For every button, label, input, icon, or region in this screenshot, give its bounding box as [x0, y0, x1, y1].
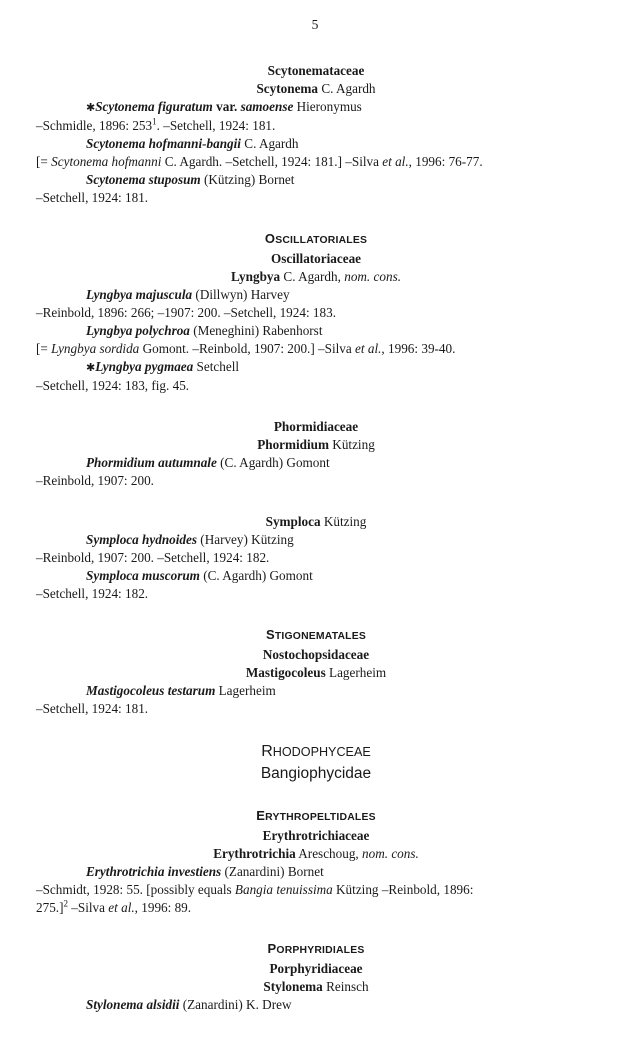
- reference-line: –Schmidt, 1928: 55. [possibly equals Bangia tenuissima Kützing –Reinbold, 1896:: [36, 882, 474, 897]
- order-heading: STIGONEMATALES: [266, 627, 366, 642]
- subclass-heading: Bangiophycidae: [260, 765, 372, 782]
- species-entry: Lyngbya polychroa (Meneghini) Rabenhorst: [86, 323, 323, 338]
- species-entry: Phormidium autumnale (C. Agardh) Gomont: [86, 455, 330, 470]
- genus-heading: Erythrotrichia Areschoug, nom. cons.: [213, 846, 419, 861]
- reference-line: 275.]$^2$ –Silva et al., 1996: 89.: [36, 898, 192, 915]
- reference-line: –Reinbold, 1907: 200. –Setchell, 1924: 182.: [36, 550, 270, 565]
- family-heading: Porphyridiaceae: [269, 961, 363, 976]
- class-heading: RHODOPHYCEAE: [261, 743, 371, 760]
- page-content: [36, 62, 596, 1014]
- species-entry: Mastigocoleus testarum Lagerheim: [86, 683, 276, 698]
- species-entry: Symploca hydnoides (Harvey) Kützing: [86, 532, 294, 547]
- reference-line: [= Scytonema hofmanni C. Agardh. –Setchell, 1924: 181.] –Silva et al., 1996: 76-77.: [36, 154, 483, 169]
- species-entry: Lyngbya majuscula (Dillwyn) Harvey: [86, 287, 290, 302]
- species-entry: Erythrotrichia investiens (Zanardini) Bornet: [86, 864, 324, 879]
- footnote-mark: 2: [63, 898, 68, 909]
- footnote-mark: 1: [152, 116, 157, 127]
- family-heading: Erythrotrichiaceae: [262, 828, 370, 843]
- reference-line: [= Lyngbya sordida Gomont. –Reinbold, 1907: 200.] –Silva et al., 1996: 39-40.: [36, 341, 456, 356]
- genus-heading: Stylonema Reinsch: [263, 979, 369, 994]
- reference-line: –Reinbold, 1896: 266; –1907: 200. –Setchell, 1924: 183.: [36, 305, 337, 320]
- family-heading: Nostochopsidaceae: [262, 647, 370, 662]
- order-heading: ERYTHROPELTIDALES: [256, 808, 376, 823]
- genus-heading: Symploca Kützing: [265, 514, 367, 529]
- marker-symbol: ✱: [86, 102, 96, 114]
- order-heading: PORPHYRIDIALES: [267, 941, 365, 956]
- reference-line: –Schmidle, 1896: $253^1$. –Setchell, 1924: 181.: [36, 116, 276, 133]
- order-heading: OSCILLATORIALES: [264, 231, 368, 246]
- species-entry: Scytonema stuposum (Kützing) Bornet: [86, 172, 295, 187]
- family-heading: Phormidiaceae: [273, 419, 359, 434]
- page-number: 5: [311, 17, 319, 32]
- genus-heading: Mastigocoleus Lagerheim: [245, 665, 387, 680]
- species-entry: Stylonema alsidii (Zanardini) K. Drew: [86, 997, 292, 1012]
- marker-symbol: ✱: [86, 362, 96, 374]
- genus-heading: Lyngbya C. Agardh, nom. cons.: [230, 269, 401, 284]
- species-entry: Scytonema hofmanni-bangii C. Agardh: [86, 136, 299, 151]
- reference-line: –Reinbold, 1907: 200.: [36, 473, 154, 488]
- species-entry: ✱Scytonema figuratum var. samoense Hieronymus: [86, 99, 362, 114]
- family-heading: Oscillatoriaceae: [270, 251, 362, 266]
- genus-heading: Phormidium Kützing: [257, 437, 375, 452]
- reference-line: –Setchell, 1924: 181.: [36, 190, 149, 205]
- genus-heading: Scytonema C. Agardh: [256, 81, 376, 96]
- family-heading: Scytonemataceae: [267, 63, 365, 78]
- reference-line: –Setchell, 1924: 183, fig. 45.: [36, 378, 190, 393]
- reference-line: –Setchell, 1924: 182.: [36, 586, 149, 601]
- species-entry: ✱Lyngbya pygmaea Setchell: [86, 359, 240, 374]
- species-entry: Symploca muscorum (C. Agardh) Gomont: [86, 568, 313, 583]
- reference-line: –Setchell, 1924: 181.: [36, 701, 149, 716]
